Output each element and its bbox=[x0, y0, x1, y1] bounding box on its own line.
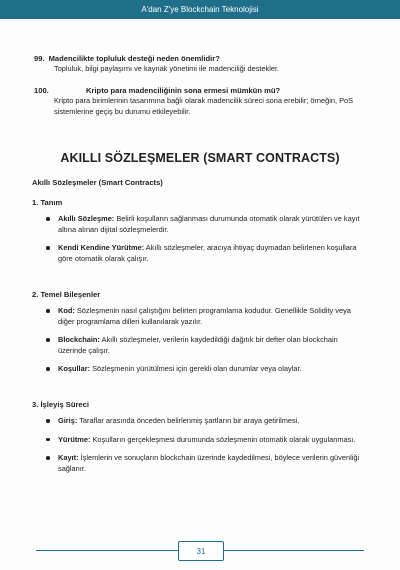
list-item bbox=[46, 243, 366, 264]
answer-text: Topluluk, bilgi paylaşımı ve kaynak yönetimi ile madenciliği destekler. bbox=[54, 64, 280, 73]
section-heading-isleyis-sureci: 3. İşleyiş Süreci bbox=[32, 400, 89, 409]
definition: Belirli koşulların sağlanması durumunda otomatik olarak yürütülen ve kayıt altına alınan dijital sözleşmelerdir. bbox=[58, 214, 360, 234]
term: Kendi Kendine Yürütme: bbox=[58, 243, 145, 253]
section-heading-tanim: 1. Tanım bbox=[32, 198, 63, 207]
page-number: 31 bbox=[196, 546, 206, 556]
bullet-icon bbox=[46, 246, 50, 250]
definition: Koşulların gerçekleşmesi durumunda sözleşmenin otomatik olarak uygulanması. bbox=[90, 434, 356, 444]
list-item bbox=[46, 364, 366, 375]
page-number-badge bbox=[178, 541, 224, 561]
term: Kayıt: bbox=[58, 453, 79, 463]
chapter-subtitle: Akıllı Sözleşmeler (Smart Contracts) bbox=[32, 178, 163, 187]
bullet-icon bbox=[46, 309, 50, 313]
list-item bbox=[46, 335, 366, 356]
question-number: 100. bbox=[34, 86, 49, 95]
question-text: Kripto para madenciliğinin sona ermesi mümkün mü? bbox=[86, 86, 281, 95]
list-item bbox=[46, 306, 366, 327]
answer-text: Kripto para birimlerinin tasarımına bağlı olarak madencilik süreci sona erebilir; örneğin, PoS sistemlerine geçiş bu durumu etkileyebilir. bbox=[54, 96, 354, 116]
section-list-temel-bilesenler bbox=[46, 306, 366, 383]
chapter-title: AKILLI SÖZLEŞMELER (SMART CONTRACTS) bbox=[60, 151, 340, 165]
bullet-icon bbox=[46, 338, 50, 342]
question-number: 99. bbox=[34, 54, 45, 63]
bullet-icon bbox=[46, 217, 50, 221]
definition: Akıllı sözleşmeler, aracıya ihtiyaç duymadan belirlenen koşullara göre otomatik olarak çalışır. bbox=[58, 243, 357, 263]
term: Blockchain: bbox=[58, 335, 100, 345]
section-heading-temel-bilesenler: 2. Temel Bileşenler bbox=[32, 290, 101, 299]
list-item bbox=[46, 435, 366, 446]
term: Kod: bbox=[58, 306, 75, 315]
question bbox=[34, 54, 374, 64]
definition: İşlemlerin ve sonuçların blockchain üzerinde kaydedilmesi, böylece verilerin güvenliği sağlanır. bbox=[58, 453, 360, 473]
qa-item bbox=[34, 54, 374, 75]
list-item bbox=[46, 416, 366, 427]
term: Koşullar: bbox=[58, 364, 91, 374]
running-header bbox=[0, 0, 400, 19]
question bbox=[34, 86, 374, 96]
definition: Taraflar arasında önceden belirlenmiş şartların bir araya getirilmesi. bbox=[77, 416, 300, 425]
bullet-icon bbox=[46, 419, 50, 423]
bullet-icon bbox=[46, 438, 50, 442]
term: Yürütme: bbox=[58, 434, 91, 444]
section-list-tanim bbox=[46, 214, 366, 272]
definition: Sözleşmenin yürütülmesi için gerekli olan durumlar veya olaylar. bbox=[90, 364, 302, 374]
qa-item bbox=[34, 86, 374, 117]
term: Giriş: bbox=[58, 416, 78, 425]
section-list-isleyis-sureci bbox=[46, 416, 366, 482]
running-header-title: A'dan Z'ye Blockchain Teknolojisi bbox=[141, 5, 259, 14]
question-text: Madencilikte topluluk desteği neden önemlidir? bbox=[48, 54, 220, 63]
list-item bbox=[46, 214, 366, 235]
bullet-icon bbox=[46, 456, 50, 460]
bullet-icon bbox=[46, 367, 50, 371]
definition: Akıllı sözleşmeler, verilerin kaydedildiği dağıtık bir defter olan blockchain üzerinde çalışır. bbox=[58, 335, 338, 355]
definition: Sözleşmenin nasıl çalıştığını belirten programlama kodudur. Genellikle Solidity veya diğer programlama dilleri kullanılarak yazılır. bbox=[58, 306, 351, 326]
term: Akıllı Sözleşme: bbox=[58, 214, 115, 223]
list-item bbox=[46, 453, 366, 474]
